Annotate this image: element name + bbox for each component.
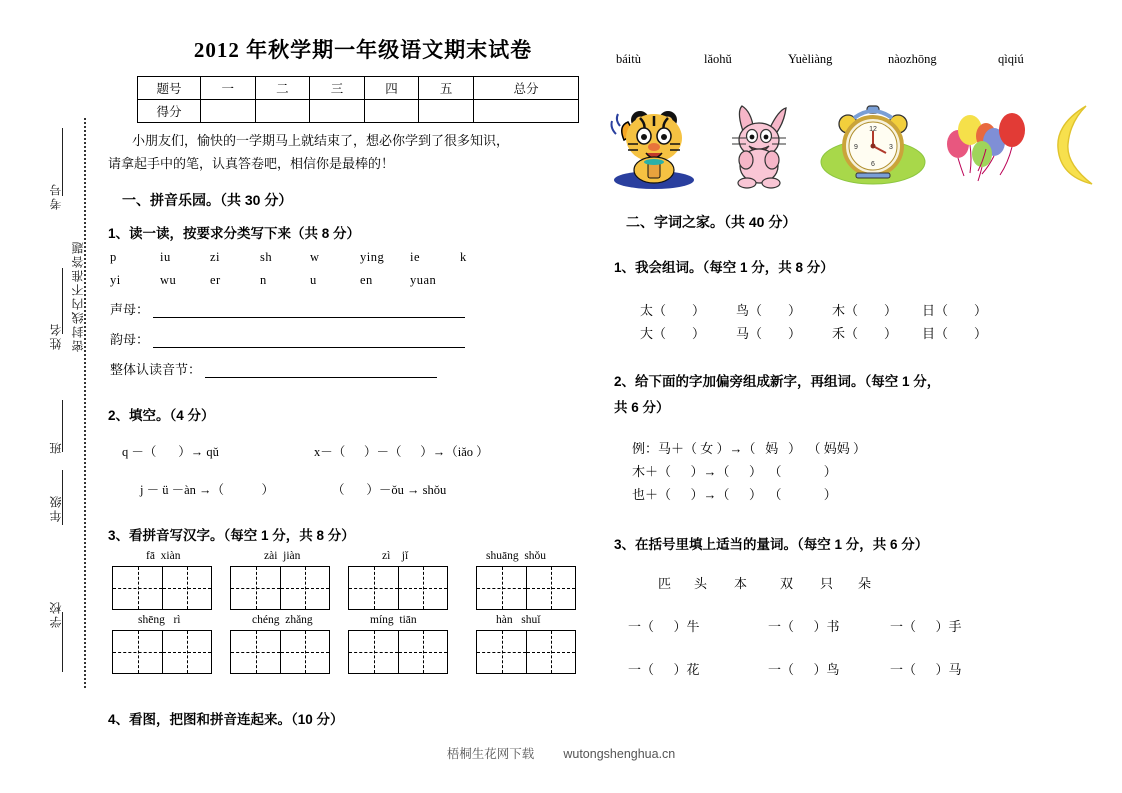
s2-q2-heading: 2、给下面的字加偏旁组成新字，再组词。（每空 1 分， — [614, 374, 941, 389]
measure-blank[interactable]: 一（ ）手 — [890, 619, 962, 634]
score-cell-4[interactable] — [364, 100, 419, 123]
table-row-scores — [138, 100, 579, 123]
character-grid[interactable] — [476, 630, 576, 674]
zuci-cell[interactable]: 禾（ ） — [832, 326, 898, 341]
table-row-header — [138, 77, 579, 100]
seal-label-nianji: 年级 — [49, 494, 63, 522]
measure-blank[interactable]: 一（ ）花 — [628, 662, 700, 677]
grid-cell[interactable] — [398, 567, 447, 609]
left-column — [104, 34, 594, 734]
measure-word: 匹 — [658, 576, 672, 591]
measure-row-2 — [618, 659, 1100, 680]
score-col-2: 二 — [255, 77, 310, 100]
character-grid[interactable] — [476, 566, 576, 610]
grid-cell[interactable] — [162, 631, 211, 673]
pinyin-row-2 — [110, 273, 594, 288]
section-2-heading: 二、字词之家。（共 40 分） — [626, 214, 797, 230]
measure-word: 只 — [820, 576, 834, 591]
pinyin-item: k — [460, 249, 467, 264]
pinyin-item: wu — [160, 272, 177, 287]
measure-word: 头 — [694, 576, 708, 591]
zuci-row-1 — [618, 300, 1100, 321]
moon-image[interactable] — [1052, 102, 1108, 193]
intro-line-1: 小朋友们，愉快的一学期马上就结束了，想必你学到了很多知识， — [132, 133, 510, 148]
grid-cell[interactable] — [113, 567, 162, 609]
measure-row-1 — [618, 616, 1100, 637]
fill-equation-row-2 — [104, 480, 594, 500]
measure-blank[interactable]: 一（ ）马 — [890, 662, 962, 677]
match-pinyin-qiqiu[interactable]: qìqiú — [998, 52, 1024, 66]
score-cell-1[interactable] — [201, 100, 256, 123]
grid-cell[interactable] — [280, 567, 329, 609]
svg-text:6: 6 — [871, 161, 875, 168]
seal-warning-text: 密封线内不准答题 — [71, 240, 85, 352]
intro-paragraph — [108, 130, 590, 176]
sealing-margin — [0, 0, 100, 793]
matching-pinyin-row — [600, 52, 1100, 76]
seal-label-xingming: 姓名 — [49, 322, 63, 350]
fill-equation-2b[interactable]: （ ）－ǒu → shǒu — [332, 482, 447, 497]
s1-q3-heading: 3、看拼音写汉字。（每空 1 分，共 8 分） — [108, 527, 355, 543]
grid-cell[interactable] — [231, 567, 280, 609]
character-grid[interactable] — [230, 566, 330, 610]
measure-word-bank — [658, 573, 1100, 594]
grid-cell[interactable] — [349, 631, 398, 673]
answer-rule-shengmu[interactable] — [153, 316, 465, 318]
s2-q2-heading-cont: 共 6 分） — [614, 400, 670, 415]
match-pinyin-yueliang[interactable]: Yuèliàng — [788, 52, 833, 66]
pinyin-item: yi — [110, 272, 121, 287]
match-pinyin-laohu[interactable]: lǎohǔ — [704, 52, 732, 66]
fill-equation-1a[interactable]: q －（ ）→ qǔ — [122, 444, 219, 459]
intro-line-2: 请拿起手中的笔，认真答卷吧，相信你是最棒的！ — [108, 155, 395, 171]
pinyin-item: en — [360, 272, 373, 287]
measure-word: 双 — [780, 576, 794, 591]
character-grid[interactable] — [230, 630, 330, 674]
radical-row-1 — [632, 461, 1100, 482]
grid-cell[interactable] — [526, 631, 575, 673]
footer — [0, 744, 1122, 762]
score-row-label-1: 得分 — [138, 100, 201, 123]
zuci-cell[interactable]: 木（ ） — [832, 303, 898, 318]
section-1-heading: 一、拼音乐园。（共 30 分） — [122, 191, 293, 208]
character-grid[interactable] — [348, 566, 448, 610]
grid-cell[interactable] — [162, 567, 211, 609]
pinyin-item: sh — [260, 249, 273, 264]
measure-blank[interactable]: 一（ ）书 — [768, 619, 840, 634]
measure-word: 本 — [734, 576, 748, 591]
page-title: 2012 年秋学期一年级语文期末试卷 — [193, 38, 533, 62]
match-pinyin-naozhong[interactable]: nàozhōng — [888, 52, 937, 66]
zuci-cell[interactable]: 马（ ） — [736, 326, 802, 341]
s1-q2-heading: 2、填空。（4 分） — [108, 407, 215, 423]
seal-label-xuexiao: 学校 — [49, 600, 63, 628]
measure-word: 朵 — [858, 576, 872, 591]
pinyin-item: yuan — [410, 272, 437, 287]
answer-label-yunmu: 韵母： — [110, 331, 150, 347]
pinyin-item: ying — [360, 249, 385, 264]
answer-label-zhengti: 整体认读音节： — [110, 361, 202, 377]
zuci-cell[interactable]: 鸟（ ） — [736, 303, 802, 318]
balloons-image[interactable] — [936, 106, 1028, 195]
svg-text:12: 12 — [869, 126, 877, 133]
grid-caption: fā xiàn — [146, 549, 181, 562]
matching-picture-row — [600, 100, 1100, 192]
answer-line-zhengti[interactable] — [110, 359, 594, 378]
pinyin-item: p — [110, 249, 117, 264]
radical-answer[interactable]: 木＋（ ）→（ ） （ ） — [632, 464, 837, 479]
zuci-cell[interactable]: 大（ ） — [640, 326, 706, 341]
grid-caption: míng tiān — [370, 613, 417, 626]
grid-cell[interactable] — [477, 631, 526, 673]
radical-example-row — [632, 438, 1100, 459]
fill-equation-2a[interactable]: j － ü －àn →（ ） — [140, 482, 275, 497]
radical-row-2 — [632, 484, 1100, 505]
radical-example: 例：马＋（ 女 ）→（ 妈 ） （ 妈妈 ） — [632, 441, 867, 456]
s2-q1-heading: 1、我会组词。（每空 1 分，共 8 分） — [614, 260, 834, 275]
footer-site-name: 梧桐生花网下载 — [446, 747, 535, 761]
score-cell-3[interactable] — [310, 100, 365, 123]
measure-blank[interactable]: 一（ ）鸟 — [768, 662, 840, 677]
answer-rule-yunmu[interactable] — [153, 346, 465, 348]
grid-cell[interactable] — [477, 567, 526, 609]
rabbit-image[interactable] — [716, 100, 802, 195]
pinyin-item: iu — [160, 249, 171, 264]
score-cell-2[interactable] — [255, 100, 310, 123]
score-cell-total[interactable] — [473, 100, 578, 123]
grid-caption: zài jiàn — [264, 549, 301, 562]
fill-equation-1b[interactable]: x－（ ）－（ ）→（iǎo ） — [314, 444, 489, 459]
score-table — [137, 76, 579, 123]
pinyin-item: zi — [210, 249, 221, 264]
zuci-cell[interactable]: 太（ ） — [640, 303, 706, 318]
zuci-cell[interactable]: 日（ ） — [922, 303, 988, 318]
right-column — [600, 34, 1100, 680]
score-col-5: 五 — [419, 77, 474, 100]
grid-cell[interactable] — [349, 567, 398, 609]
s1-q4-heading: 4、看图，把图和拼音连起来。（10 分） — [108, 711, 344, 727]
s1-q1-heading: 1、读一读，按要求分类写下来（共 8 分） — [108, 225, 361, 241]
score-col-1: 一 — [201, 77, 256, 100]
seal-label-kaohao: 考号 — [49, 182, 63, 210]
measure-blank[interactable]: 一（ ）牛 — [628, 619, 700, 634]
score-row-label-0: 题号 — [138, 77, 201, 100]
grid-cell[interactable] — [398, 631, 447, 673]
alarm-clock-image[interactable] — [818, 100, 928, 195]
grid-caption: chéng zhǎng — [252, 613, 313, 626]
footer-site-url: wutongshenghua.cn — [563, 747, 676, 761]
pinyin-item: u — [310, 272, 317, 287]
character-grid[interactable] — [112, 566, 212, 610]
score-col-4: 四 — [364, 77, 419, 100]
grid-caption: zì jǐ — [382, 549, 409, 562]
grid-cell[interactable] — [280, 631, 329, 673]
grid-caption: hàn shuǐ — [496, 613, 541, 626]
score-col-total: 总分 — [473, 77, 578, 100]
grid-cell[interactable] — [113, 631, 162, 673]
match-pinyin-baitu[interactable]: báitù — [616, 52, 641, 66]
svg-text:3: 3 — [889, 144, 893, 151]
grid-caption: shēng rì — [138, 613, 181, 626]
s2-q3-heading: 3、在括号里填上适当的量词。（每空 1 分，共 6 分） — [614, 537, 929, 552]
character-grid-block — [104, 550, 594, 700]
tiger-image[interactable] — [606, 100, 702, 195]
zuci-row-2 — [618, 323, 1100, 344]
character-grid[interactable] — [112, 630, 212, 674]
grid-cell[interactable] — [231, 631, 280, 673]
answer-line-shengmu[interactable] — [110, 299, 594, 318]
seal-label-ban: 班 — [49, 440, 63, 454]
radical-answer[interactable]: 也＋（ ）→（ ） （ ） — [632, 487, 837, 502]
pinyin-item: er — [210, 272, 221, 287]
score-cell-5[interactable] — [419, 100, 474, 123]
grid-caption: shuāng shǒu — [486, 549, 547, 562]
character-grid[interactable] — [348, 630, 448, 674]
seal-dotted-line — [84, 118, 86, 688]
answer-label-shengmu: 声母： — [110, 301, 150, 317]
pinyin-row-1 — [110, 250, 594, 265]
score-col-3: 三 — [310, 77, 365, 100]
answer-rule-zhengti[interactable] — [205, 376, 437, 378]
answer-line-yunmu[interactable] — [110, 329, 594, 348]
pinyin-item: ie — [410, 249, 421, 264]
pinyin-item: n — [260, 272, 267, 287]
svg-text:9: 9 — [854, 144, 858, 151]
grid-cell[interactable] — [526, 567, 575, 609]
zuci-cell[interactable]: 目（ ） — [922, 326, 988, 341]
pinyin-item: w — [310, 249, 320, 264]
fill-equation-row-1 — [104, 442, 594, 462]
